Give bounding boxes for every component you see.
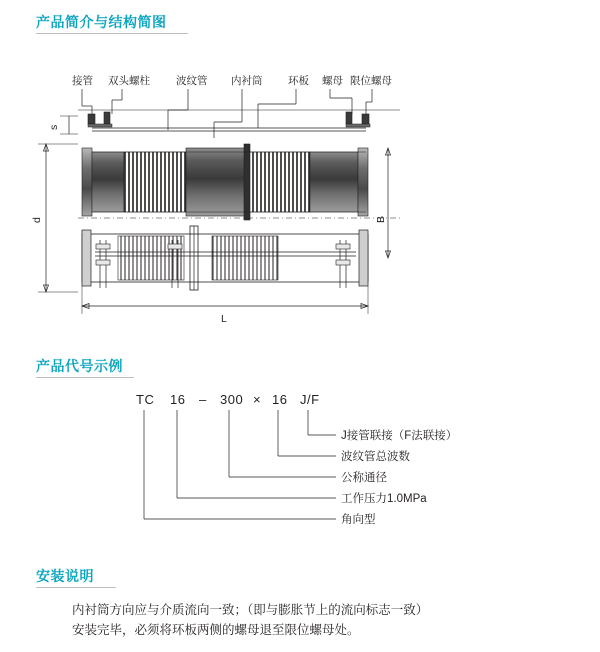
- code-description-2: 公称通径: [341, 472, 387, 484]
- dimension-s: s: [48, 124, 60, 130]
- section-title-install: 安装说明: [36, 568, 94, 584]
- section-title-structure: 产品简介与结构简图: [36, 14, 167, 30]
- section-divider-code: [36, 377, 134, 378]
- code-description-4: 角向型: [341, 514, 376, 526]
- callout-leaders: [82, 89, 372, 138]
- callout-label-2: 波纹管: [176, 75, 208, 87]
- callout-labels: [72, 74, 392, 87]
- code-part-6: J/F: [300, 392, 320, 407]
- code-string: [136, 392, 320, 407]
- code-part-0: TC: [136, 392, 155, 407]
- install-line-0: 内衬筒方向应与介质流向一致；（即与膨胀节上的流向标志一致）: [72, 603, 429, 617]
- code-description-0: J接管联接（F法联接）: [341, 430, 458, 442]
- callout-label-1: 双头螺柱: [108, 75, 150, 87]
- stud-right-bottom: [336, 240, 350, 288]
- dimension-B: B: [375, 215, 387, 223]
- callout-label-0: 接管: [72, 75, 93, 87]
- bottom-view: [78, 215, 400, 290]
- callout-label-4: 环板: [288, 75, 309, 87]
- dimension-lines: [31, 116, 391, 325]
- install-instructions: [72, 600, 428, 640]
- dimension-d: d: [31, 217, 43, 223]
- code-part-4: ×: [253, 392, 262, 407]
- install-line-1: 安装完毕，必须将环板两侧的螺母退至限位螺母处。: [72, 623, 360, 637]
- code-part-3: 300: [220, 392, 244, 407]
- code-part-5: 16: [272, 392, 288, 407]
- callout-label-3: 内衬筒: [231, 75, 263, 87]
- callout-label-6: 限位螺母: [350, 75, 392, 87]
- code-part-1: 16: [170, 392, 186, 407]
- section-title-code: 产品代号示例: [36, 358, 123, 374]
- structure-figure: [0, 48, 600, 338]
- code-description-3: 工作压力1.0MPa: [341, 493, 427, 505]
- code-part-2: –: [199, 392, 207, 407]
- code-designation-figure: [0, 380, 600, 555]
- stud-right: [346, 112, 370, 127]
- top-view: [78, 110, 400, 220]
- code-description-1: 波纹管总波数: [341, 451, 410, 463]
- stud-left-bottom: [96, 240, 110, 288]
- dimension-L: L: [221, 313, 227, 325]
- code-descriptions: [341, 428, 457, 526]
- code-leaders: [144, 410, 336, 519]
- section-divider-structure: [36, 33, 188, 34]
- callout-label-5: 螺母: [322, 75, 343, 87]
- stud-left: [88, 112, 112, 127]
- section-divider-install: [36, 587, 116, 588]
